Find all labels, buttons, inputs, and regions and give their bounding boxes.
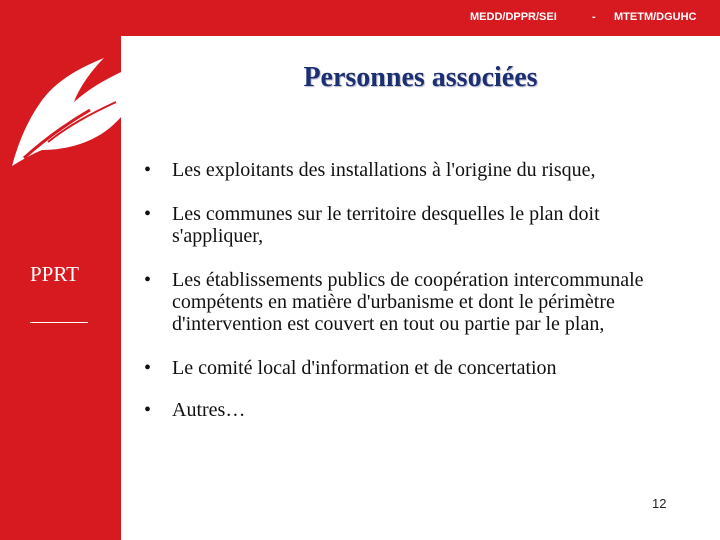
- bullet-text: Autres…: [172, 399, 246, 421]
- bullet-text: Le comité local d'information et de concertation: [172, 357, 557, 379]
- bullet-dot: •: [144, 203, 152, 225]
- sidebar-label: PPRT: [30, 262, 79, 286]
- header-left-text: MEDD/DPPR/SEI: [470, 11, 557, 23]
- bullet-text: Les communes sur le territoire desquelles le plan doit s'appliquer,: [172, 203, 600, 247]
- bullet-item: [144, 159, 684, 181]
- bullet-item: [144, 269, 684, 335]
- bullet-list: [144, 156, 684, 421]
- sidebar-divider: [30, 322, 88, 323]
- header-separator: -: [592, 11, 596, 23]
- bullet-item: [144, 203, 684, 247]
- bullet-item: [144, 357, 684, 379]
- bullet-item: [144, 399, 684, 421]
- bullet-dot: •: [144, 269, 152, 291]
- bullet-text: Les établissements publics de coopération intercommunale compétents en matière d'urbanisme et dont le périmètre d'intervention est couvert en tout ou partie par le plan,: [172, 269, 644, 335]
- bullet-text: Les exploitants des installations à l'origine du risque,: [172, 159, 596, 181]
- bullet-dot: •: [144, 399, 152, 421]
- white-leaf-icon: [4, 36, 164, 176]
- bullet-dot: •: [144, 159, 152, 181]
- bullet-dot: •: [144, 357, 152, 379]
- page-number: 12: [652, 496, 667, 511]
- slide-title: Personnes associées: [303, 62, 538, 93]
- header-right-text: MTETM/DGUHC: [614, 11, 697, 23]
